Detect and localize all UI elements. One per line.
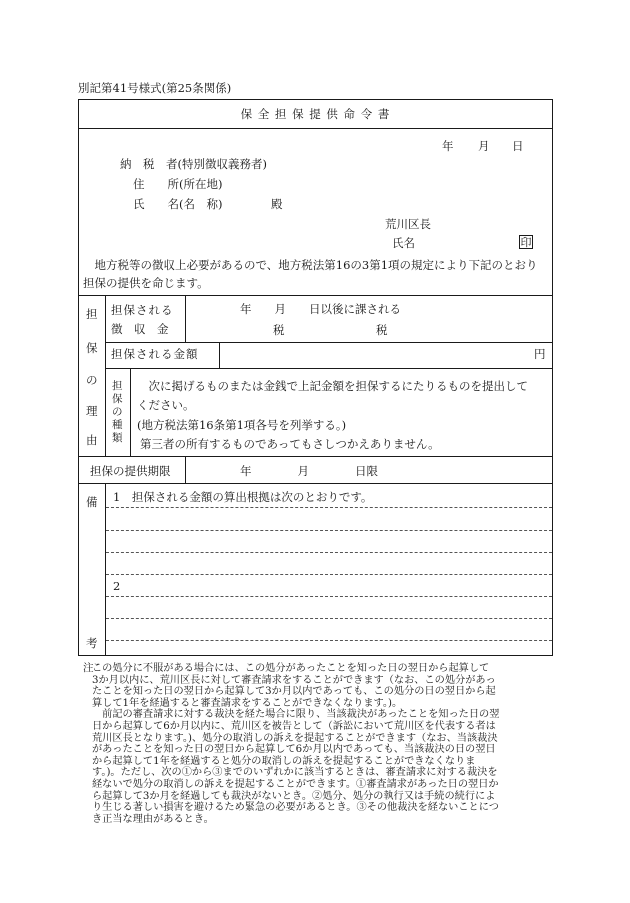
- secured-tax-label-1: 担保される: [111, 303, 174, 317]
- remark-rule: [106, 618, 552, 619]
- reason-char: 由: [86, 433, 98, 447]
- reason-char: 理: [86, 404, 98, 418]
- secured-amount-divider: [219, 342, 220, 368]
- name-label: 氏 名(名 称): [133, 197, 223, 211]
- notes-block: [92, 663, 552, 825]
- kind-text-line-2: ください。: [137, 398, 195, 412]
- reason-label-divider: [105, 295, 106, 456]
- kind-char: 種: [112, 419, 123, 431]
- deadline-label: 担保の提供期限: [90, 464, 171, 478]
- remark-rule: [106, 552, 552, 553]
- remarks-char: 考: [86, 636, 98, 650]
- remark-1: 1 担保される金額の算出根拠は次のとおりです。: [113, 490, 373, 504]
- kind-char: 担: [112, 380, 123, 392]
- secured-tax-date: 年 月 日以後に課される: [240, 302, 401, 316]
- honorific: 殿: [271, 197, 283, 211]
- title-divider: [78, 128, 553, 129]
- deadline-top-divider: [78, 456, 553, 457]
- document-title: 保 全 担 保 提 供 命 令 書: [240, 107, 391, 121]
- kind-label-divider: [130, 368, 131, 456]
- address-label: 住 所(所在地): [133, 177, 223, 191]
- remark-rule: [106, 596, 552, 597]
- secured-tax-divider: [185, 295, 186, 342]
- reason-top-divider: [78, 295, 553, 296]
- remark-rule: [106, 530, 552, 531]
- note-line: 前記の審査請求に対する裁決を経た場合に限り、当該裁決があったことを知った日の翌: [92, 709, 500, 721]
- reason-char: 担: [86, 307, 98, 321]
- seal-mark: 印: [520, 236, 532, 249]
- yen-unit: 円: [534, 347, 546, 361]
- note-line: この処分に不服がある場合には、この処分があったことを知った日の翌日から起算して: [92, 663, 490, 674]
- note-line: 経ないで処分の取消しの訴えを提起することができます。①審査請求があった日の翌日か: [92, 778, 499, 790]
- date-month: 月: [478, 139, 490, 153]
- kind-char: 保: [112, 393, 123, 405]
- date-year: 年: [442, 139, 454, 153]
- kind-char: の: [112, 406, 123, 418]
- date-day: 日: [512, 139, 524, 153]
- deadline-value: 年 月 日限: [240, 464, 378, 478]
- issuer-name-label: 氏名: [392, 236, 415, 250]
- remark-rule: [106, 640, 552, 641]
- note-line: ら起算して3か月を経過しても裁決がないとき。②処分、処分の執行又は手続の続行によ: [92, 790, 496, 802]
- reason-char: 保: [86, 341, 98, 355]
- remarks-top-divider: [78, 483, 553, 484]
- secured-amount-label: 担保される金額: [111, 347, 199, 361]
- note-line: り生じる著しい損害を避けるため緊急の必要があるとき。③その他裁決を経ないことにつ: [92, 802, 499, 814]
- note-line: 荒川区長となります。)、処分の取消しの訴えを提起することができます（なお、当該裁決: [92, 732, 498, 744]
- note-line: き正当な理由があるとき。: [92, 813, 214, 825]
- order-text-line-2: 担保の提供を命じます。: [83, 276, 209, 290]
- notes-lead: 注: [83, 662, 94, 674]
- kind-text-line-4: 第三者の所有するものであってもさしつかえありません。: [140, 437, 440, 451]
- note-line: から起算して1年を経過すると処分の取消しの訴えを提起することができなくなりま: [92, 755, 476, 767]
- issuer: 荒川区長: [385, 217, 431, 231]
- kind-text-line-3: (地方税法第16条第1項各号を列挙する。): [137, 418, 347, 432]
- note-line: 3か月以内に、荒川区長に対して審査請求をすることができます（なお、この処分があっ: [92, 674, 496, 686]
- kind-text-line-1: 次に掲げるものまたは金銭で上記金額を担保するにたりるものを提出して: [137, 379, 528, 393]
- taxpayer-label: 納 税 者(特別徴収義務者): [120, 157, 267, 171]
- note-line: す。)。ただし、次の①から③までのいずれかに該当するときは、審査請求に対する裁決を: [92, 767, 498, 779]
- note-line: があったことを知った日の翌日から起算して6か月以内であっても、当該裁決の日の翌日: [92, 744, 496, 756]
- deadline-divider: [185, 456, 186, 483]
- reason-char: の: [86, 373, 98, 387]
- remark-2: 2: [113, 579, 121, 593]
- remark-rule: [106, 574, 552, 575]
- form-reference: 別記第41号様式(第25条関係): [78, 81, 232, 95]
- note-line: たことを知った日の翌日から起算して3か月以内であっても、この処分の日の翌日から起: [92, 686, 496, 698]
- remarks-label-divider: [105, 483, 106, 656]
- remark-rule: [106, 507, 552, 508]
- order-text-line-1: 地方税等の徴収上必要があるので、地方税法第16の3第1項の規定により下記のとおり: [83, 258, 538, 272]
- tax-word-1: 税: [273, 323, 285, 337]
- note-line: 日から起算して6か月以内に、荒川区を被告として（訴訟において荒川区を代表する者は: [92, 720, 496, 732]
- remarks-char: 備: [86, 495, 98, 509]
- kind-top-divider: [105, 368, 553, 369]
- note-line: 算して1年を経過すると審査請求をすることができなくなります。)。: [92, 697, 403, 709]
- amount-top-divider: [105, 342, 553, 343]
- tax-word-2: 税: [376, 323, 388, 337]
- kind-char: 類: [112, 432, 123, 444]
- secured-tax-label-2: 徴 収 金: [111, 322, 169, 336]
